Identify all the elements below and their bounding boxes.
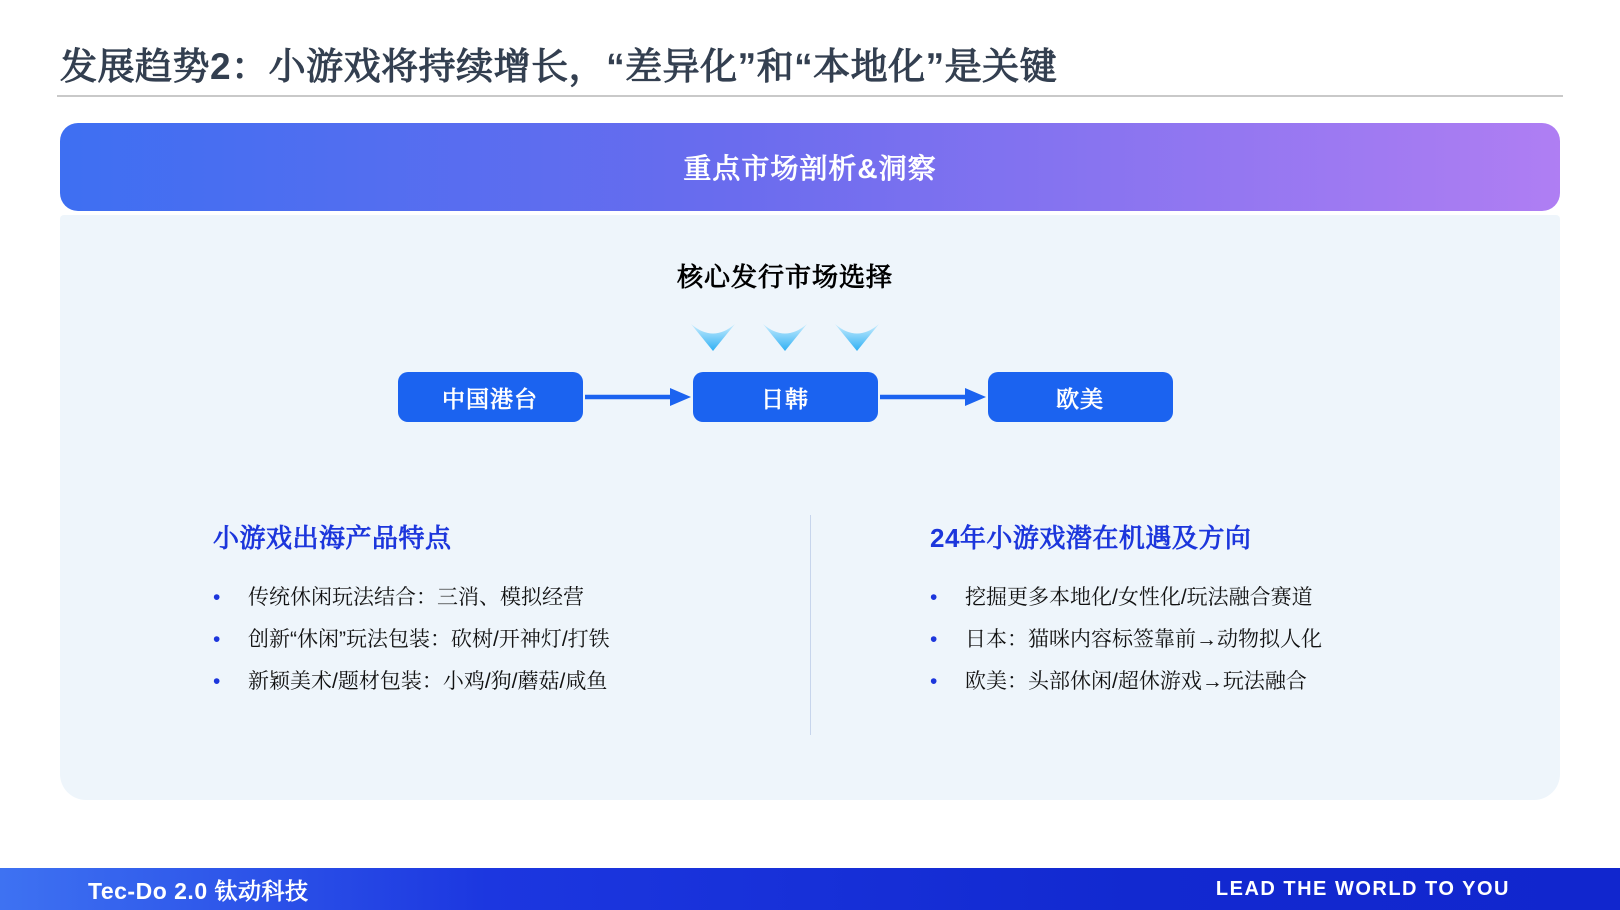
right-bullet-list xyxy=(930,585,1510,695)
list-item xyxy=(213,669,773,695)
market-flow-row xyxy=(398,372,1173,422)
section-banner xyxy=(60,123,1560,211)
bullet-text: 新颖美术/题材包装：小鸡/狗/蘑菇/咸鱼 xyxy=(248,670,608,693)
list-item xyxy=(213,627,773,653)
column-divider-line xyxy=(810,515,811,735)
down-arrows-row xyxy=(690,322,880,352)
right-column xyxy=(930,518,1510,711)
bullet-dot-icon: • xyxy=(930,586,938,609)
slide-title: 发展趋势2：小游戏将持续增长，“差异化”和“本地化”是关键 xyxy=(60,46,1058,87)
flow-arrow-icon xyxy=(583,386,693,408)
footer-slogan: LEAD THE WORLD TO YOU xyxy=(1215,877,1510,900)
bullet-dot-icon: • xyxy=(213,586,221,609)
market-box-west: 欧美 xyxy=(988,372,1173,422)
list-item xyxy=(930,627,1510,653)
list-item xyxy=(213,585,773,611)
footer-bar xyxy=(0,868,1620,910)
down-arrow-icon xyxy=(834,322,880,352)
down-arrow-icon xyxy=(690,322,736,352)
market-flow-diagram xyxy=(60,215,1510,422)
down-arrow-icon xyxy=(762,322,808,352)
left-bullet-list xyxy=(213,585,773,695)
left-column xyxy=(213,518,773,711)
brand-logo-text: Tec-Do 2.0 钛动科技 xyxy=(88,877,309,904)
bullet-text: 日本：猫咪内容标签靠前→动物拟人化 xyxy=(965,628,1322,651)
bullet-dot-icon: • xyxy=(213,670,221,693)
bullet-dot-icon: • xyxy=(930,670,938,693)
market-box-japan-korea: 日韩 xyxy=(693,372,878,422)
bullet-text: 创新“休闲”玩法包装：砍树/开神灯/打铁 xyxy=(248,628,610,651)
section-banner-title: 重点市场剖析&洞察 xyxy=(683,153,937,184)
bullet-text: 欧美：头部休闲/超休游戏→玩法融合 xyxy=(965,670,1307,693)
bullet-text: 挖掘更多本地化/女性化/玩法融合赛道 xyxy=(965,586,1313,609)
left-column-heading: 小游戏出海产品特点 xyxy=(213,523,452,553)
list-item xyxy=(930,669,1510,695)
content-panel xyxy=(60,215,1560,800)
title-divider-line xyxy=(57,95,1563,97)
bullet-dot-icon: • xyxy=(930,628,938,651)
right-column-heading: 24年小游戏潜在机遇及方向 xyxy=(930,523,1252,553)
market-selection-heading: 核心发行市场选择 xyxy=(676,262,893,292)
list-item xyxy=(930,585,1510,611)
bullet-text: 传统休闲玩法结合：三消、模拟经营 xyxy=(248,586,584,609)
bullet-dot-icon: • xyxy=(213,628,221,651)
market-box-china-hk-tw: 中国港台 xyxy=(398,372,583,422)
flow-arrow-icon xyxy=(878,386,988,408)
